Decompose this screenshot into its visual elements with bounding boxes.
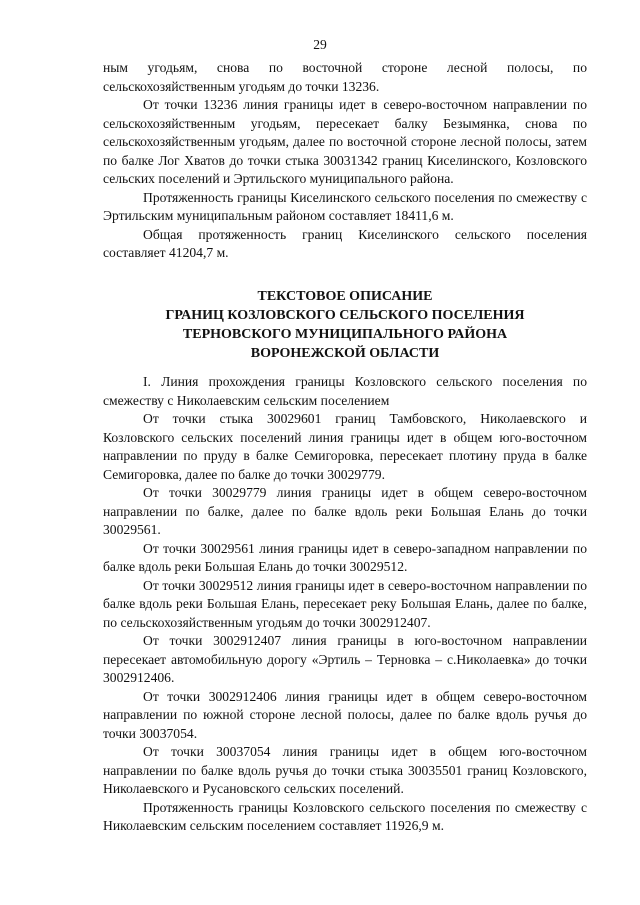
paragraph: От точки 30029561 линия границы идет в северо-западном направлении по балке вдоль реки Большая Елань до точки 30029512. [103, 540, 587, 574]
paragraph: Протяженность границы Козловского сельского поселения по смежеству с Николаевским сельским поселением составляет 11926,9 м. [103, 799, 587, 833]
paragraph: От точки стыка 30029601 границ Тамбовского, Николаевского и Козловского сельских поселений линия границы идет в общем юго-восточном направлении по пруду в балке Семигоровка, пересекает плотину пруда в балке Семигоровка, далее по балке до точки 30029779. [103, 411, 587, 482]
heading-line: ГРАНИЦ КОЗЛОВСКОГО СЕЛЬСКОГО ПОСЕЛЕНИЯ [165, 308, 525, 323]
paragraph: От точки 3002912406 линия границы идет в общем северо-восточном направлении по южной стороне лесной полосы, далее по балке вдоль ручья до точки 30037054. [103, 688, 587, 741]
page-number: 29 [313, 37, 327, 52]
paragraph: От точки 13236 линия границы идет в северо-восточном направлении по сельскохозяйственным угодьям, пересекает балку Безымянка, снова по сельскохозяйственным угодьям, далее по восточной стороне лесной полосы, затем по балке Лог Хватов до точки стыка 30031342 границ Киселинского, Козловского сельских поселений и Эртильского муниципального района. [103, 97, 587, 186]
heading-line: ВОРОНЕЖСКОЙ ОБЛАСТИ [250, 346, 440, 361]
paragraph: ным угодьям, снова по восточной стороне лесной полосы, по сельскохозяйственным угодьям до точки 13236. [103, 60, 587, 94]
paragraph: I. Линия прохождения границы Козловского сельского поселения по смежеству с Николаевским сельским поселением [103, 374, 587, 408]
paragraph: От точки 30037054 линия границы идет в общем юго-восточном направлении по балке вдоль ручья до точки стыка 30035501 границ Козловского, Николаевского и Русановского сельских поселений. [103, 744, 587, 796]
paragraph: От точки 30029779 линия границы идет в общем северо-восточном направлении по балке, далее по балке вдоль реки Большая Елань до точки 30029561. [103, 485, 587, 537]
paragraph: От точки 3002912407 линия границы в юго-восточном направлении пересекает автомобильную дорогу «Эртиль – Терновка – с.Николаевка» до точки 3002912406. [103, 633, 587, 685]
heading-line: ТЕКСТОВОЕ ОПИСАНИЕ [257, 289, 433, 304]
paragraph: Общая протяженность границ Киселинского сельского поселения составляет 41204,7 м. [103, 226, 587, 260]
section-kiselinskoe-end [103, 59, 587, 263]
section-kozlovskoe [103, 373, 587, 836]
paragraph: От точки 30029512 линия границы идет в северо-восточном направлении по балке вдоль реки Большая Елань, пересекает реку Большая Елань, далее по балке, по сельскохозяйственным угодьям до точки 3002912407. [103, 577, 587, 630]
paragraph: Протяженность границы Киселинского сельского поселения по смежеству с Эртильским муниципальным районом составляет 18411,6 м. [103, 189, 587, 223]
section-heading [103, 287, 587, 363]
heading-line: ТЕРНОВСКОГО МУНИЦИПАЛЬНОГО РАЙОНА [182, 327, 508, 342]
